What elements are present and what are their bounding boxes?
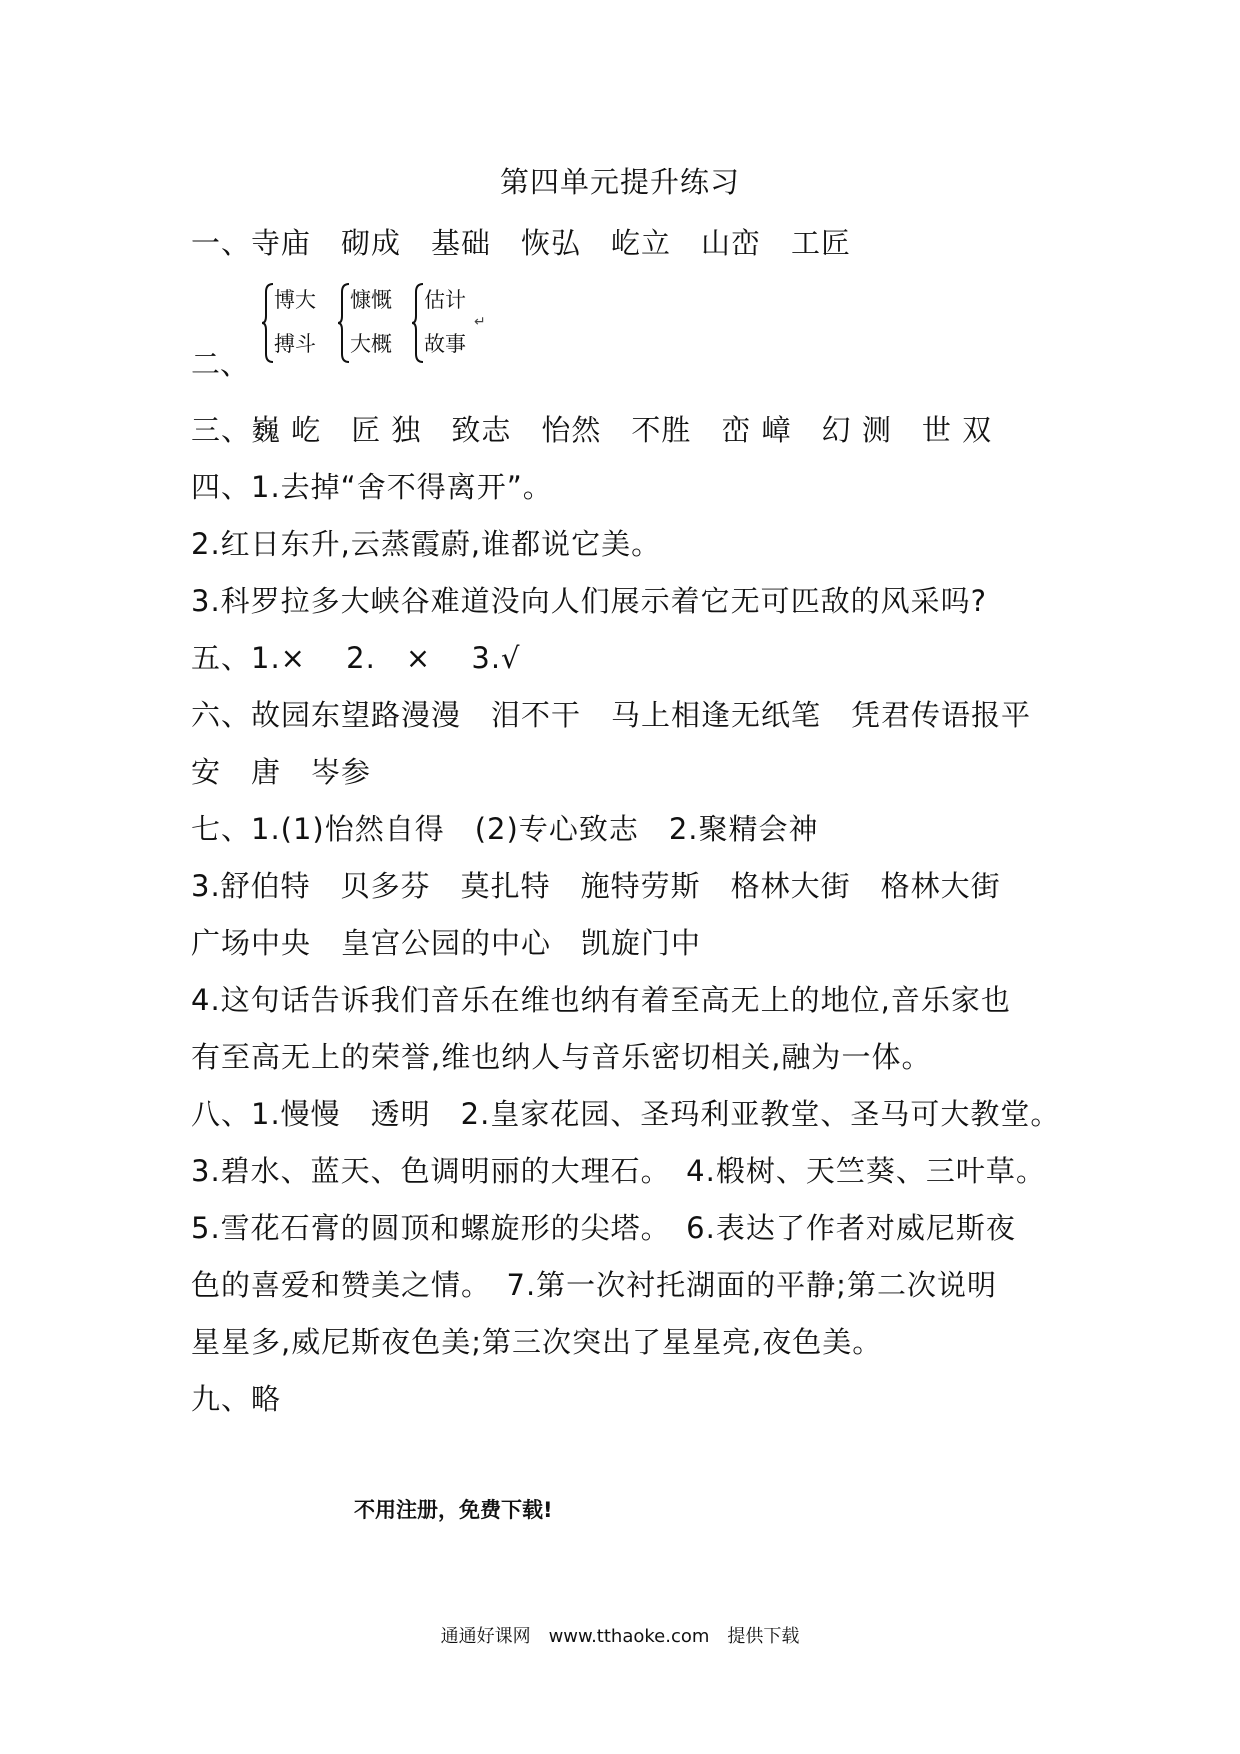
word-pair-2-bottom: 大概 xyxy=(350,332,392,356)
section-8-line-4: 色的喜爱和赞美之情。 7.第一次衬托湖面的平静;第二次说明 xyxy=(191,1268,997,1302)
section-9-answer: 九、略 xyxy=(191,1382,282,1416)
section-4-line-3: 3.科罗拉多大峡谷难道没向人们展示着它无可匹敌的风采吗? xyxy=(191,584,988,618)
word-pair-1-top: 博大 xyxy=(274,288,316,312)
section-7-line-3: 广场中央 皇宫公园的中心 凯旋门中 xyxy=(191,926,702,960)
page-footer: 通通好课网 www.tthaoke.com 提供下载 xyxy=(440,1626,800,1647)
paragraph-return-icon: ↵ xyxy=(474,314,486,330)
section-7-line-1: 七、1.(1)怡然自得 (2)专心致志 2.聚精会神 xyxy=(191,812,819,846)
section-8-line-3: 5.雪花石膏的圆顶和螺旋形的尖塔。 6.表达了作者对威尼斯夜 xyxy=(191,1211,1016,1245)
promo-text: 不用注册，免费下载! xyxy=(354,1498,553,1522)
word-pair-3-bottom: 故事 xyxy=(424,332,466,356)
section-4-line-1: 四、1.去掉“舍不得离开”。 xyxy=(191,470,553,504)
word-pair-group-3 xyxy=(412,282,472,364)
section-7-line-5: 有至高无上的荣誉,维也纳人与音乐密切相关,融为一体。 xyxy=(191,1040,932,1074)
section-6-line-1: 六、故园东望路漫漫 泪不干 马上相逢无纸笔 凭君传语报平 xyxy=(191,698,1032,732)
section-7-line-4: 4.这句话告诉我们音乐在维也纳有着至高无上的地位,音乐家也 xyxy=(191,983,1011,1017)
section-3-answers: 三、巍 屹 匠 独 致志 怡然 不胜 峦 嶂 幻 测 世 双 xyxy=(191,413,993,447)
section-5-answers: 五、1.× 2. × 3.√ xyxy=(191,641,521,675)
word-pair-3-top: 估计 xyxy=(424,288,466,312)
page-title: 第四单元提升练习 xyxy=(499,165,740,199)
section-1-answers: 一、寺庙 砌成 基础 恢弘 屹立 山峦 工匠 xyxy=(191,226,852,260)
section-8-line-1: 八、1.慢慢 透明 2.皇家花园、圣玛利亚教堂、圣马可大教堂。 xyxy=(191,1097,1061,1131)
word-pair-2-top: 慷慨 xyxy=(350,288,392,312)
word-pair-group-2 xyxy=(338,282,398,364)
section-4-line-2: 2.红日东升,云蒸霞蔚,谁都说它美。 xyxy=(191,527,662,561)
section-8-line-2: 3.碧水、蓝天、色调明丽的大理石。 4.椴树、天竺葵、三叶草。 xyxy=(191,1154,1046,1188)
word-pair-group-1 xyxy=(262,282,322,364)
section-8-line-5: 星星多,威尼斯夜色美;第三次突出了星星亮,夜色美。 xyxy=(191,1325,883,1359)
section-6-line-2: 安 唐 岑参 xyxy=(191,755,372,789)
word-pair-1-bottom: 搏斗 xyxy=(274,332,316,356)
section-7-line-2: 3.舒伯特 贝多芬 莫扎特 施特劳斯 格林大街 格林大街 xyxy=(191,869,1001,903)
section-2-label: 二、 xyxy=(191,347,250,381)
